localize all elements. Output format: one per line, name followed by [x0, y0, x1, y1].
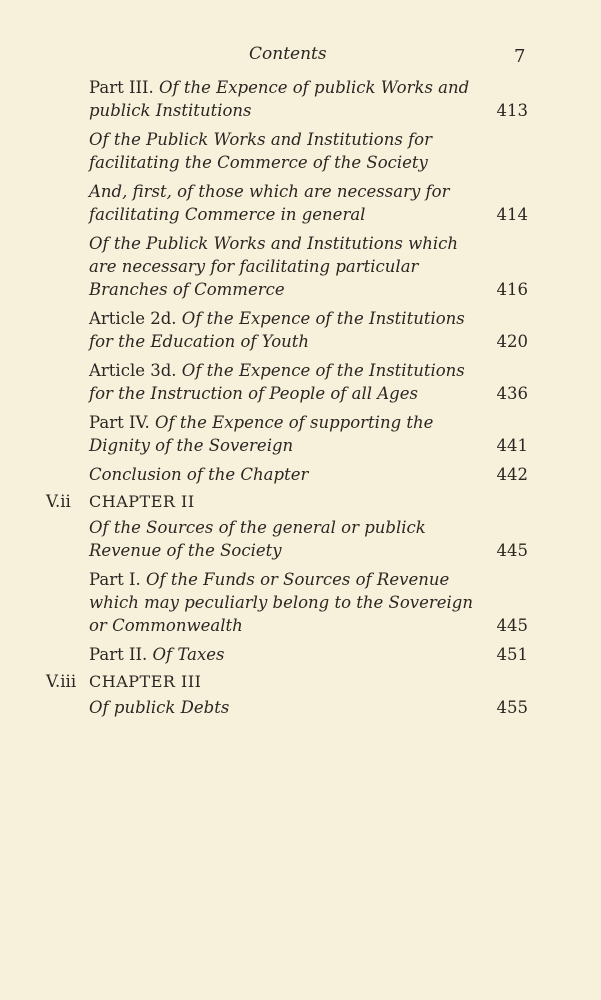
entry-title: And, first, of those which are necessary for facilitating Commerce in general [89, 182, 450, 224]
toc-entry [0, 359, 601, 405]
toc-entry [0, 696, 601, 719]
entry-title: Of the Expence of the Institutions for the Education of Youth [89, 309, 465, 351]
entry-page: 451 [496, 645, 528, 664]
toc-entry [0, 643, 601, 666]
entry-title: Of the Expence of publick Works and publick Institutions [89, 78, 470, 120]
entry-title: Of the Expence of supporting the Dignity of the Sovereign [89, 413, 434, 455]
entry-title: Of the Publick Works and Institutions for facilitating the Commerce of the Society [89, 130, 433, 172]
toc-entry [0, 463, 601, 486]
toc-entry [0, 180, 601, 226]
page-header [0, 40, 601, 66]
entry-page: 441 [496, 436, 528, 455]
marginal-reference: V.ii [46, 492, 71, 511]
entry-page: 442 [496, 465, 528, 484]
entry-prefix: Article 2d. [89, 309, 177, 328]
page-number: 7 [514, 46, 526, 67]
chapter-label: CHAPTER II [89, 492, 195, 511]
entry-prefix: Article 3d. [89, 361, 177, 380]
entry-prefix: Part I. [89, 570, 141, 589]
chapter-heading [0, 492, 601, 514]
entry-page: 420 [496, 332, 528, 351]
entry-title: Conclusion of the Chapter [89, 465, 309, 484]
toc-entry [0, 76, 601, 122]
entry-page: 445 [496, 616, 528, 635]
entry-title: Of the Expence of the Institutions for the Instruction of People of all Ages [89, 361, 465, 403]
entry-title: Of the Publick Works and Institutions which are necessary for facilitating particular Branches of Commerce [89, 234, 458, 299]
running-head: Contents [249, 44, 327, 64]
entry-page: 436 [496, 384, 528, 403]
chapter-heading [0, 672, 601, 694]
table-of-contents [0, 76, 601, 725]
entry-prefix: Part III. [89, 78, 154, 97]
entry-prefix: Part II. [89, 645, 148, 664]
entry-title: Of the Funds or Sources of Revenue which may peculiarly belong to the Sovereign or Commonwealth [89, 570, 473, 635]
entry-title: Of publick Debts [89, 698, 230, 717]
toc-entry [0, 568, 601, 637]
chapter-label: CHAPTER III [89, 672, 202, 691]
entry-page: 414 [496, 205, 528, 224]
entry-page: 455 [496, 698, 528, 717]
toc-entry [0, 411, 601, 457]
entry-page: 445 [496, 541, 528, 560]
entry-prefix: Part IV. [89, 413, 150, 432]
toc-entry [0, 307, 601, 353]
entry-title: Of the Sources of the general or publick Revenue of the Society [89, 518, 426, 560]
entry-title: Of Taxes [152, 645, 225, 664]
toc-entry [0, 516, 601, 562]
marginal-reference: V.iii [46, 672, 77, 691]
toc-entry [0, 232, 601, 301]
entry-page: 413 [496, 101, 528, 120]
entry-page: 416 [496, 280, 528, 299]
toc-entry [0, 128, 601, 174]
